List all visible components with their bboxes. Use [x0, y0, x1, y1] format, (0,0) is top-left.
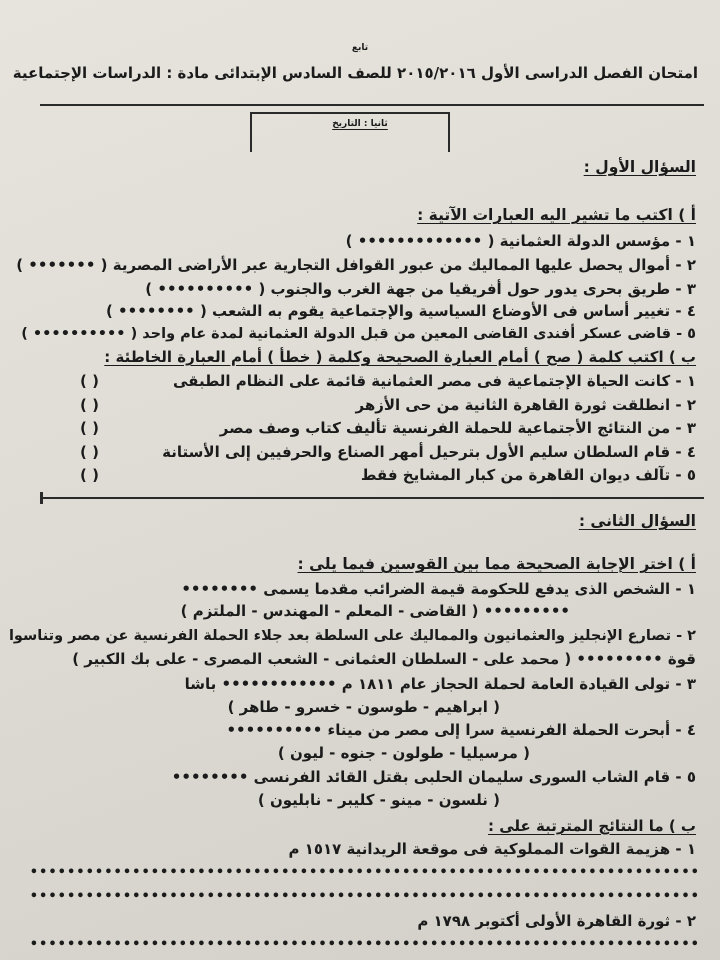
q2-a-line-4: قوة ••••••••• ( محمد على - السلطان العثمانى - الشعب المصرى - على بك الكبير ) [72, 650, 696, 668]
q2-a-line-5: ٣ - تولى القيادة العامة لحملة الحجاز عام ١٨١١ م •••••••••••• باشا [184, 675, 696, 693]
q1-b-item-2: ٢ - انطلقت ثورة القاهرة الثانية من حى الأزهر [355, 396, 696, 414]
q2-a-line-7: ٤ - أبحرت الحملة الفرنسية سرا إلى مصر من ميناء •••••••••• [226, 721, 696, 739]
section-title: ثانيا : التاريخ [332, 119, 388, 129]
q1-b-item-4: ٤ - قام السلطان سليم الأول بترحيل أمهر الصناع والحرفيين إلى الأستانة [162, 443, 696, 461]
q1-b-answer-3: ( ) [80, 419, 99, 437]
divider-top [40, 104, 704, 106]
q2-heading: السؤال الثانى : [578, 512, 696, 530]
q1-a-item-1: ١ - مؤسس الدولة العثمانية ( ••••••••••••• ) [345, 232, 696, 250]
q1-b-item-3: ٣ - من النتائج الأجتماعية للحملة الفرنسية تأليف كتاب وصف مصر [219, 419, 696, 437]
answer-dotted-line-1: •••••••••••••••••••••••••••••••••••••••••••••••••••••••••••••••••••••••• [29, 865, 700, 880]
q1-b-heading: ب ) اكتب كلمة ( صح ) أمام العبارة الصحيحة وكلمة ( خطأ ) أمام العبارة الخاطئة : [104, 348, 696, 366]
q1-b-answer-1: ( ) [80, 372, 99, 390]
q1-a-heading: أ ) اكتب ما تشير اليه العبارات الآتية : [417, 206, 696, 224]
q1-heading: السؤال الأول : [583, 158, 696, 176]
q2-b-heading: ب ) ما النتائج المترتبة على : [488, 817, 696, 835]
q1-b-item-5: ٥ - تآلف ديوان القاهرة من كبار المشايخ فقط [360, 466, 696, 484]
q2-a-line-10: ( نلسون - مينو - كليبر - نابليون ) [257, 791, 500, 809]
section-title-box [250, 112, 450, 152]
exam-title: امتحان الفصل الدراسى الأول ٢٠١٥/٢٠١٦ للصف السادس الإبتدائى مادة : الدراسات الإجتماعية [12, 64, 698, 82]
q1-b-answer-2: ( ) [80, 396, 99, 414]
q2-a-line-1: ١ - الشخص الذى يدفع للحكومة قيمة الضرائب مقدما يسمى •••••••• [181, 580, 696, 598]
divider-middle [40, 497, 704, 499]
q2-a-line-3: ٢ - تصارع الإنجليز والعثمانيون والمماليك على السلطة بعد جلاء الحملة الفرنسية عن مصر وتناسوا [8, 628, 696, 644]
q1-a-item-4: ٤ - تغيير أساس فى الأوضاع السياسية والإجتماعية يقوم به الشعب ( •••••••• ) [105, 302, 696, 320]
continued-label: تابع [351, 43, 369, 53]
q2-b-item-1: ١ - هزيمة القوات المملوكية فى موقعة الريدانية ١٥١٧ م [288, 840, 696, 858]
answer-dotted-line-3: •••••••••••••••••••••••••••••••••••••••••••••••••••••••••••••••••••••••• [29, 937, 700, 952]
q2-a-line-6: ( ابراهيم - طوسون - خسرو - طاهر ) [227, 698, 500, 716]
divider-tick [40, 492, 43, 504]
q1-b-item-1: ١ - كانت الحياة الإجتماعية فى مصر العثمانية قائمة على النظام الطبقى [173, 372, 696, 390]
q2-a-line-2: ••••••••• ( القاضى - المعلم - المهندس - الملتزم ) [180, 602, 570, 620]
q1-a-item-3: ٣ - طريق بحرى يدور حول أفريقيا من جهة الغرب والجنوب ( •••••••••• ) [145, 280, 696, 298]
q2-a-line-8: ( مرسيليا - طولون - جنوه - ليون ) [277, 744, 530, 762]
answer-dotted-line-2: •••••••••••••••••••••••••••••••••••••••••••••••••••••••••••••••••••••••• [29, 889, 700, 904]
q2-a-line-9: ٥ - قام الشاب السورى سليمان الحلبى بقتل القائد الفرنسى •••••••• [171, 768, 696, 786]
q1-a-item-2: ٢ - أموال يحصل عليها المماليك من عبور القوافل التجارية عبر الأراضى المصرية ( ••••••• ) [16, 256, 696, 274]
q1-b-answer-4: ( ) [80, 443, 99, 461]
q1-a-item-5: ٥ - قاضى عسكر أفندى القاضى المعين من قبل الدولة العثمانية لمدة عام واحد ( •••••••••• ) [21, 326, 696, 342]
q2-a-heading: أ ) اختر الإجابة الصحيحة مما بين القوسين فيما يلى : [297, 555, 696, 573]
q2-b-item-2: ٢ - ثورة القاهرة الأولى أكتوبر ١٧٩٨ م [417, 912, 696, 930]
q1-b-answer-5: ( ) [80, 466, 99, 484]
